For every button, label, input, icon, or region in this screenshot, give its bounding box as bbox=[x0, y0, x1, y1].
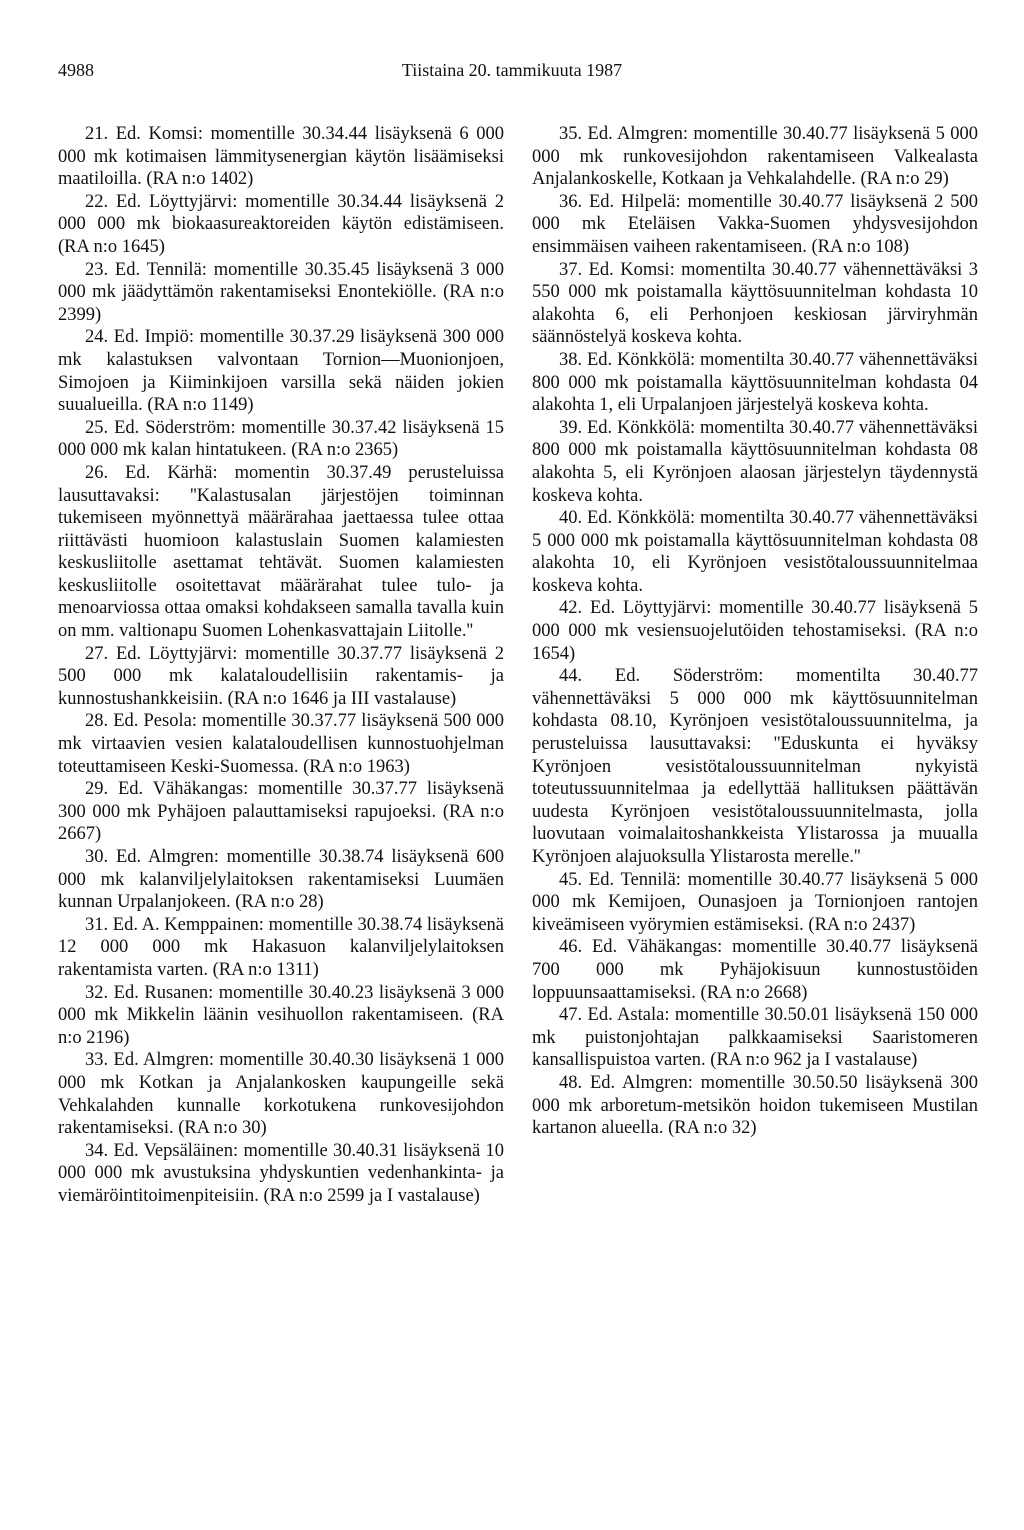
motion-entry-22: 22. Ed. Löyttyjärvi: momentille 30.34.44 lisäyksenä 2 000 000 mk biokaasureaktoreiden käytön edistämiseen. (RA n:o 1645) bbox=[58, 191, 504, 257]
motion-entry-27: 27. Ed. Löyttyjärvi: momentille 30.37.77 lisäyksenä 2 500 000 mk kalataloudellisiin rakentamis- ja kunnostushankkeisiin. (RA n:o 1646 ja III vastalause) bbox=[58, 643, 504, 709]
page-number: 4988 bbox=[58, 60, 94, 80]
motion-entry-35: 35. Ed. Almgren: momentille 30.40.77 lisäyksenä 5 000 000 mk runkovesijohdon rakentamiseen Valkealasta Anjalankoskelle, Kotkaan ja Vehkalahdelle. (RA n:o 29) bbox=[532, 124, 978, 190]
motion-entry-46: 46. Ed. Vähäkangas: momentille 30.40.77 lisäyksenä 700 000 mk Pyhäjokisuun kunnostustöiden loppuunsaattamiseksi. (RA n:o 2668) bbox=[532, 937, 978, 1003]
motion-entry-34: 34. Ed. Vepsäläinen: momentille 30.40.31 lisäyksenä 10 000 000 mk avustuksina yhdyskuntien vedenhankinta- ja viemäröintitoimenpiteisiin. (RA n:o 2599 ja I vastalause) bbox=[58, 1140, 504, 1206]
motion-entry-25: 25. Ed. Söderström: momentille 30.37.42 lisäyksenä 15 000 000 mk kalan hintatukeen. (RA n:o 2365) bbox=[58, 417, 504, 461]
motion-entry-39: 39. Ed. Könkkölä: momentilta 30.40.77 vähennettäväksi 800 000 mk poistamalla käyttösuunnitelman kohdasta 08 alakohta 5, eli Kyrönjoen alaosan järjestelyn täydennystä koskeva kohta. bbox=[532, 417, 978, 506]
motion-entry-28: 28. Ed. Pesola: momentille 30.37.77 lisäyksenä 500 000 mk virtaavien vesien kalataloudellisen kunnostuohjelman toteuttamiseen Keski-Suomessa. (RA n:o 1963) bbox=[58, 711, 504, 777]
motion-entry-21: 21. Ed. Komsi: momentille 30.34.44 lisäyksenä 6 000 000 mk kotimaisen lämmitysenergian käytön lisäämiseksi maatiloilla. (RA n:o 1402) bbox=[58, 124, 504, 190]
motion-entry-38: 38. Ed. Könkkölä: momentilta 30.40.77 vähennettäväksi 800 000 mk poistamalla käyttösuunnitelman kohdasta 04 alakohta 1, eli Urpalanjoen järjestelyä koskeva kohta. bbox=[532, 349, 978, 416]
left-column bbox=[58, 123, 504, 1208]
motion-entry-45: 45. Ed. Tennilä: momentille 30.40.77 lisäyksenä 5 000 000 mk Kemijoen, Ounasjoen ja Tornionjoen rantojen kiveämiseen vyörymien estämiseksi. (RA n:o 2437) bbox=[532, 869, 978, 935]
motion-entry-29: 29. Ed. Vähäkangas: momentille 30.37.77 lisäyksenä 300 000 mk Pyhäjoen palauttamiseksi rapujoeksi. (RA n:o 2667) bbox=[58, 779, 504, 845]
motion-entry-42: 42. Ed. Löyttyjärvi: momentille 30.40.77 lisäyksenä 5 000 000 mk vesiensuojelutöiden tehostamiseksi. (RA n:o 1654) bbox=[532, 598, 978, 664]
page-date-header: Tiistaina 20. tammikuuta 1987 bbox=[401, 60, 623, 80]
motion-entry-23: 23. Ed. Tennilä: momentille 30.35.45 lisäyksenä 3 000 000 mk jäädyttämön rakentamiseksi Enontekiölle. (RA n:o 2399) bbox=[58, 259, 504, 325]
motion-entry-33: 33. Ed. Almgren: momentille 30.40.30 lisäyksenä 1 000 000 mk Kotkan ja Anjalankosken kaupungeille sekä Vehkalahden kunnalle korkotukena runkovesijohdon rakentamiseksi. (RA n:o 30) bbox=[58, 1050, 504, 1139]
motion-entry-24: 24. Ed. Impiö: momentille 30.37.29 lisäyksenä 300 000 mk kalastuksen valvontaan Tornion—Muonionjoen, Simojoen ja Kiiminkijoen varsilla sekä näiden jokien suualueilla. (RA n:o 1149) bbox=[58, 327, 504, 416]
motion-entry-48: 48. Ed. Almgren: momentille 30.50.50 lisäyksenä 300 000 mk arboretum-metsikön hoidon tukemiseen Mustilan kartanon alueella. (RA n:o 32) bbox=[532, 1072, 978, 1139]
motion-entry-26: 26. Ed. Kärhä: momentin 30.37.49 perusteluissa lausuttavaksi: ''Kalastusalan järjestöjen toiminnan tukemiseen myönnettyä määrärahaa jaettaessa tulee ottaa riittävästi huomioon kalastuslain Suomen kalamiesten keskusliitolle asettamat tehtävät. Suomen kalamiesten keskusliitolle osoitettavat määrärahat tulee tulo- ja menoarviossa ottaa omaksi kohdakseen samalla tavalla kuin on mm. valtionapu Suomen Lohenkasvattajain Liitolle.'' bbox=[58, 462, 504, 642]
motion-entry-31: 31. Ed. A. Kemppainen: momentille 30.38.74 lisäyksenä 12 000 000 mk Hakasuon kalanviljelylaitoksen rakentamista varten. (RA n:o 1311) bbox=[58, 914, 504, 980]
right-column bbox=[532, 123, 978, 1140]
motion-entry-40: 40. Ed. Könkkölä: momentilta 30.40.77 vähennettäväksi 5 000 000 mk poistamalla käyttösuunnitelman kohdasta 08 alakohta 10, eli Kyrönjoen vesistötaloussuunnitelmaa koskeva kohta. bbox=[532, 508, 978, 596]
motion-entry-44: 44. Ed. Söderström: momentilta 30.40.77 vähennettäväksi 5 000 000 mk käyttösuunnitelman kohdasta 08.10, Kyrönjoen vesistötaloussuunnitelma, ja perusteluissa lausuttavaksi: ''Eduskunta ei hyväksy Kyrönjoen vesistötaloussuunnitelman nykyistä toteutussuunnitelmaa ja edellyttää hallituksen päättävän uudesta Kyrönjoen vesistötaloussuunnitelmasta, jolla luovutaan voimalaitoshankkeista Ylistarossa ja muualla Kyrönjoen alajuoksulla Ylistarosta merelle.'' bbox=[532, 666, 978, 867]
motion-entry-47: 47. Ed. Astala: momentille 30.50.01 lisäyksenä 150 000 mk puistonjohtajan palkkaamiseksi Saaristomeren kansallispuistoa varten. (RA n:o 962 ja I vastalause) bbox=[532, 1005, 978, 1071]
motion-entry-30: 30. Ed. Almgren: momentille 30.38.74 lisäyksenä 600 000 mk kalanviljelylaitoksen rakentamiseksi Luumäen kunnan Urpalanjokeen. (RA n:o 28) bbox=[58, 847, 504, 913]
page-header bbox=[58, 60, 966, 86]
motion-entry-32: 32. Ed. Rusanen: momentille 30.40.23 lisäyksenä 3 000 000 mk Mikkelin läänin vesihuollon rakentamiseen. (RA n:o 2196) bbox=[58, 982, 504, 1048]
motion-entry-36: 36. Ed. Hilpelä: momentille 30.40.77 lisäyksenä 2 500 000 mk Eteläisen Vakka-Suomen yhdysvesijohdon ensimmäisen vaiheen rakentamiseen. (RA n:o 108) bbox=[532, 191, 978, 257]
motion-entry-37: 37. Ed. Komsi: momentilta 30.40.77 vähennettäväksi 3 550 000 mk poistamalla käyttösuunnitelman kohdasta 10 alakohta 6, eli Perhonjoen keskiosan järviryhmän säännöstelyä koskeva kohta. bbox=[532, 259, 978, 348]
